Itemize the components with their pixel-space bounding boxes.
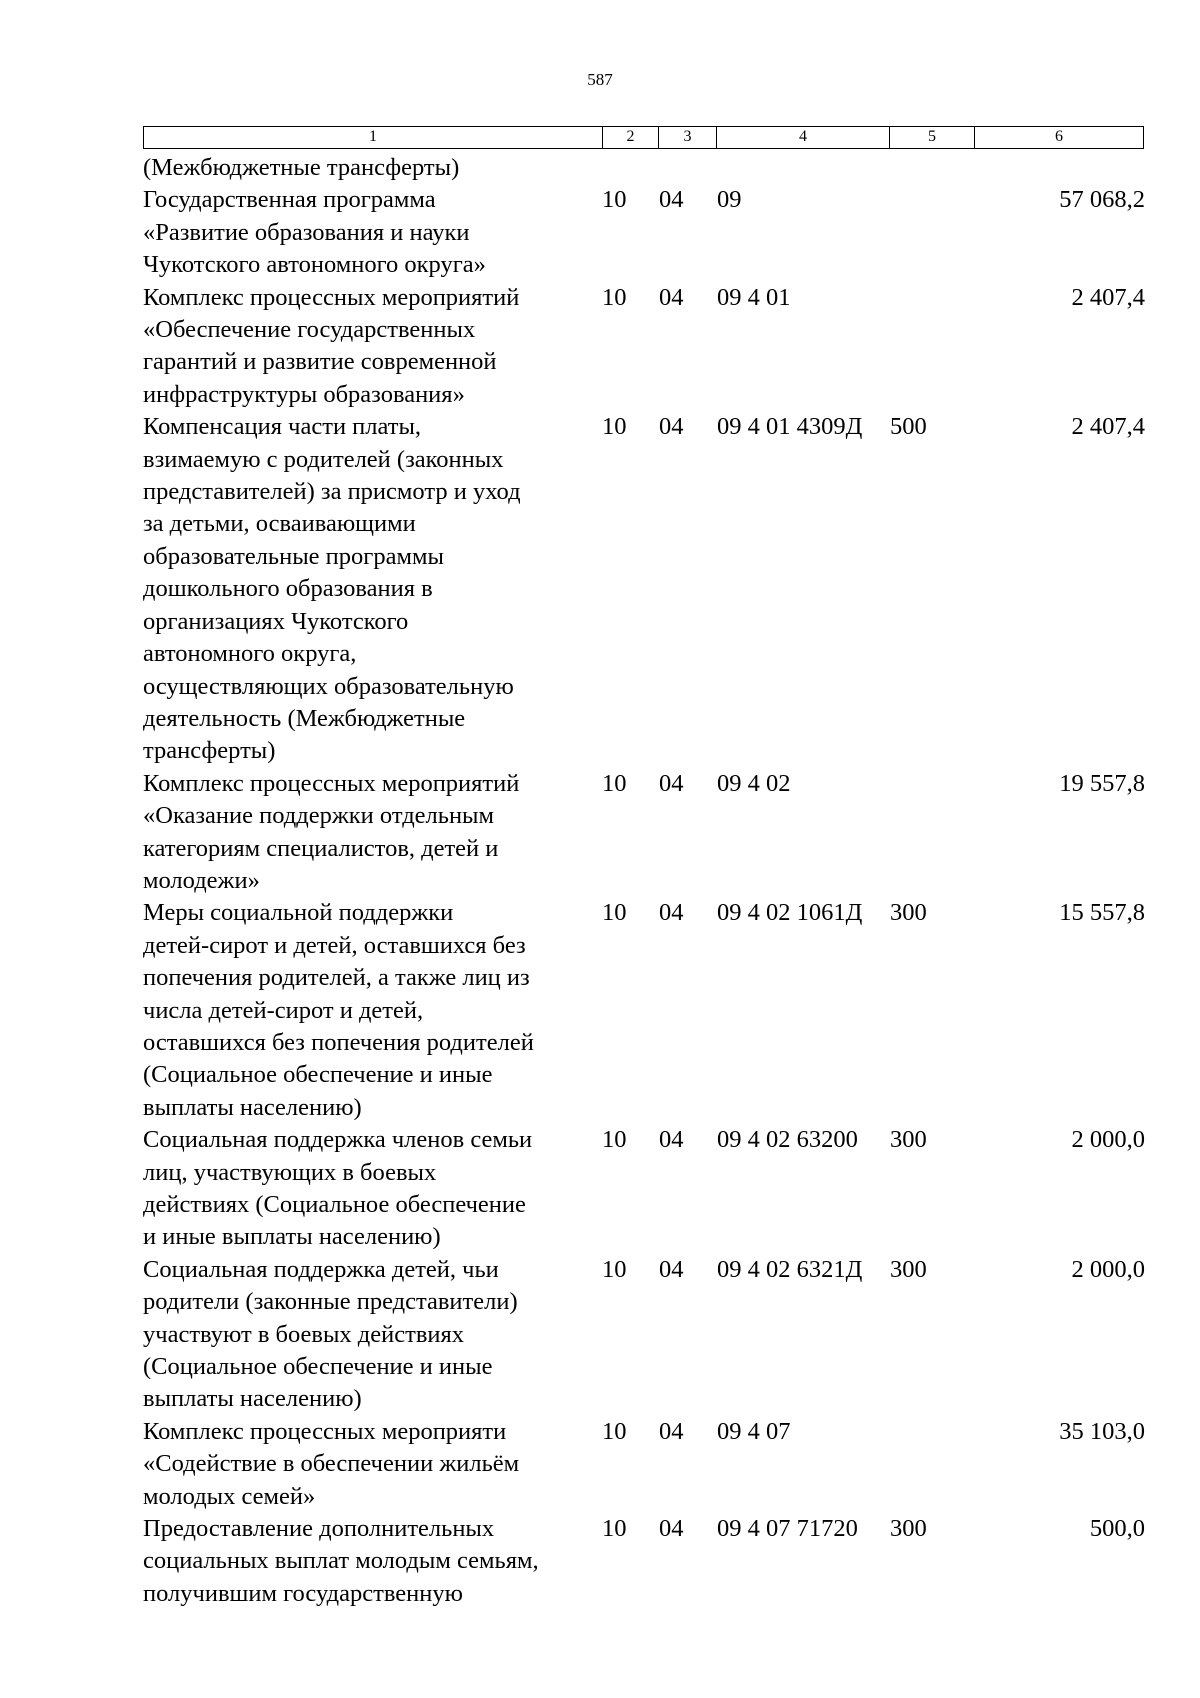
description-line: образовательные программы [143,542,444,570]
section-code: 10 [602,413,627,441]
amount-value: 19 557,8 [1059,769,1145,797]
description-line: Комплекс процессных мероприятий [143,769,520,797]
table-row [143,184,1145,281]
row-description [143,1513,598,1610]
row-description [143,1254,598,1416]
amount-value: 35 103,0 [1059,1417,1145,1445]
row-description [143,282,598,412]
row-description [143,184,598,281]
description-line: Предоставление дополнительных [143,1515,495,1543]
description-line: числа детей-сирот и детей, [143,996,424,1024]
header-col-3: 3 [659,127,717,148]
target-article-code: 09 4 02 63200 [717,1126,858,1154]
description-line: «Содействие в обеспечении жильём [143,1450,520,1478]
amount-value: 500,0 [1089,1515,1145,1543]
table-row [143,897,1145,1124]
description-line: гарантий и развитие современной [143,348,497,376]
description-line: осуществляющих образовательную [143,672,514,700]
description-line: (Социальное обеспечение и иные [143,1353,493,1381]
description-line: действиях (Социальное обеспечение [143,1191,526,1218]
description-line: Социальная поддержка детей, чьи [143,1255,499,1283]
description-line: (Социальное обеспечение и иные [143,1061,493,1089]
description-line: Комплекс процессных мероприятий [143,283,520,311]
target-article-code: 09 4 07 [717,1417,791,1445]
description-line: Комплекс процессных мероприяти [143,1417,507,1445]
amount-value: 2 407,4 [1071,413,1145,441]
description-line: социальных выплат молодым семьям, [143,1547,539,1575]
description-line: получившим государственную [143,1579,463,1607]
expense-type-code: 300 [890,1515,927,1543]
row-description [143,411,598,767]
description-line: инфраструктуры образования» [143,380,465,408]
description-line: представителей) за присмотр и уход [143,478,521,506]
description-line: «Обеспечение государственных [143,316,476,344]
description-line: деятельность (Межбюджетные [143,704,466,732]
row-description [143,1124,598,1254]
expense-type-code: 300 [890,1255,927,1283]
subsection-code: 04 [659,186,684,214]
header-col-2: 2 [603,127,659,148]
description-line: категориям специалистов, детей и [143,834,499,862]
amount-value: 2 000,0 [1071,1126,1145,1154]
description-line: оставшихся без попечения родителей [143,1028,534,1056]
description-line: Чукотского автономного округа» [143,251,486,279]
target-article-code: 09 4 02 1061Д [717,899,863,927]
table-row [143,1254,1145,1416]
description-line: «Развитие образования и науки [143,218,470,246]
section-code: 10 [602,1417,627,1445]
table-header [143,126,1144,149]
description-line: «Оказание поддержки отдельным [143,802,495,830]
amount-value: 15 557,8 [1059,899,1145,927]
description-line: лиц, участвующих в боевых [143,1158,437,1186]
amount-value: 57 068,2 [1059,186,1145,214]
target-article-code: 09 [717,186,742,214]
subsection-code: 04 [659,769,684,797]
subsection-code: 04 [659,1515,684,1543]
description-line: детей-сирот и детей, оставшихся без [143,931,526,959]
expense-type-code: 500 [890,413,927,441]
description-line: Государственная программа [143,186,436,214]
section-code: 10 [602,1126,627,1154]
amount-value: 2 407,4 [1071,283,1145,311]
description-line: Компенсация части платы, [143,413,422,441]
description-line: молодежи» [143,866,260,894]
table-row [143,768,1145,898]
subsection-code: 04 [659,413,684,441]
header-col-1: 1 [144,127,603,148]
description-line: трансферты) [143,737,276,765]
target-article-code: 09 4 01 4309Д [717,413,863,441]
table-row [143,1513,1145,1610]
table-row [143,152,1145,184]
subsection-code: 04 [659,899,684,927]
target-article-code: 09 4 02 6321Д [717,1255,863,1283]
target-article-code: 09 4 01 [717,283,791,311]
header-col-6: 6 [1055,128,1063,145]
section-code: 10 [602,1255,627,1283]
header-col-4: 4 [717,127,890,148]
budget-table-body [143,152,1145,1610]
row-description [143,152,598,184]
description-line: попечения родителей, а также лиц из [143,964,530,992]
description-line: дошкольного образования в [143,575,433,603]
description-line: родители (законные представители) [143,1288,518,1316]
table-row [143,411,1145,767]
description-line: участвуют в боевых действиях [143,1320,465,1348]
description-line: организациях Чукотского [143,607,409,635]
description-line: автономного округа, [143,640,357,668]
section-code: 10 [602,1515,627,1543]
row-description [143,1416,598,1513]
subsection-code: 04 [659,1255,684,1283]
table-row [143,282,1145,412]
section-code: 10 [602,283,627,311]
description-line: выплаты населению) [143,1385,362,1413]
target-article-code: 09 4 07 71720 [717,1515,858,1543]
subsection-code: 04 [659,1126,684,1154]
header-col-5: 5 [890,127,975,148]
description-line: выплаты населению) [143,1093,362,1121]
table-row [143,1124,1145,1254]
target-article-code: 09 4 02 [717,769,791,797]
row-description [143,768,598,898]
description-line: (Межбюджетные трансферты) [143,154,460,181]
amount-value: 2 000,0 [1071,1255,1145,1283]
description-line: молодых семей» [143,1482,316,1510]
table-row [143,1416,1145,1513]
expense-type-code: 300 [890,899,927,927]
description-line: Социальная поддержка членов семьи [143,1126,533,1154]
section-code: 10 [602,899,627,927]
description-line: взимаемую с родителей (законных [143,445,504,473]
page-number: 587 [587,70,613,89]
description-line: и иные выплаты населению) [143,1223,441,1251]
subsection-code: 04 [659,283,684,311]
row-description [143,897,598,1124]
subsection-code: 04 [659,1417,684,1445]
section-code: 10 [602,769,627,797]
section-code: 10 [602,186,627,214]
expense-type-code: 300 [890,1126,927,1154]
description-line: Меры социальной поддержки [143,899,454,927]
description-line: за детьми, осваивающими [143,510,416,538]
